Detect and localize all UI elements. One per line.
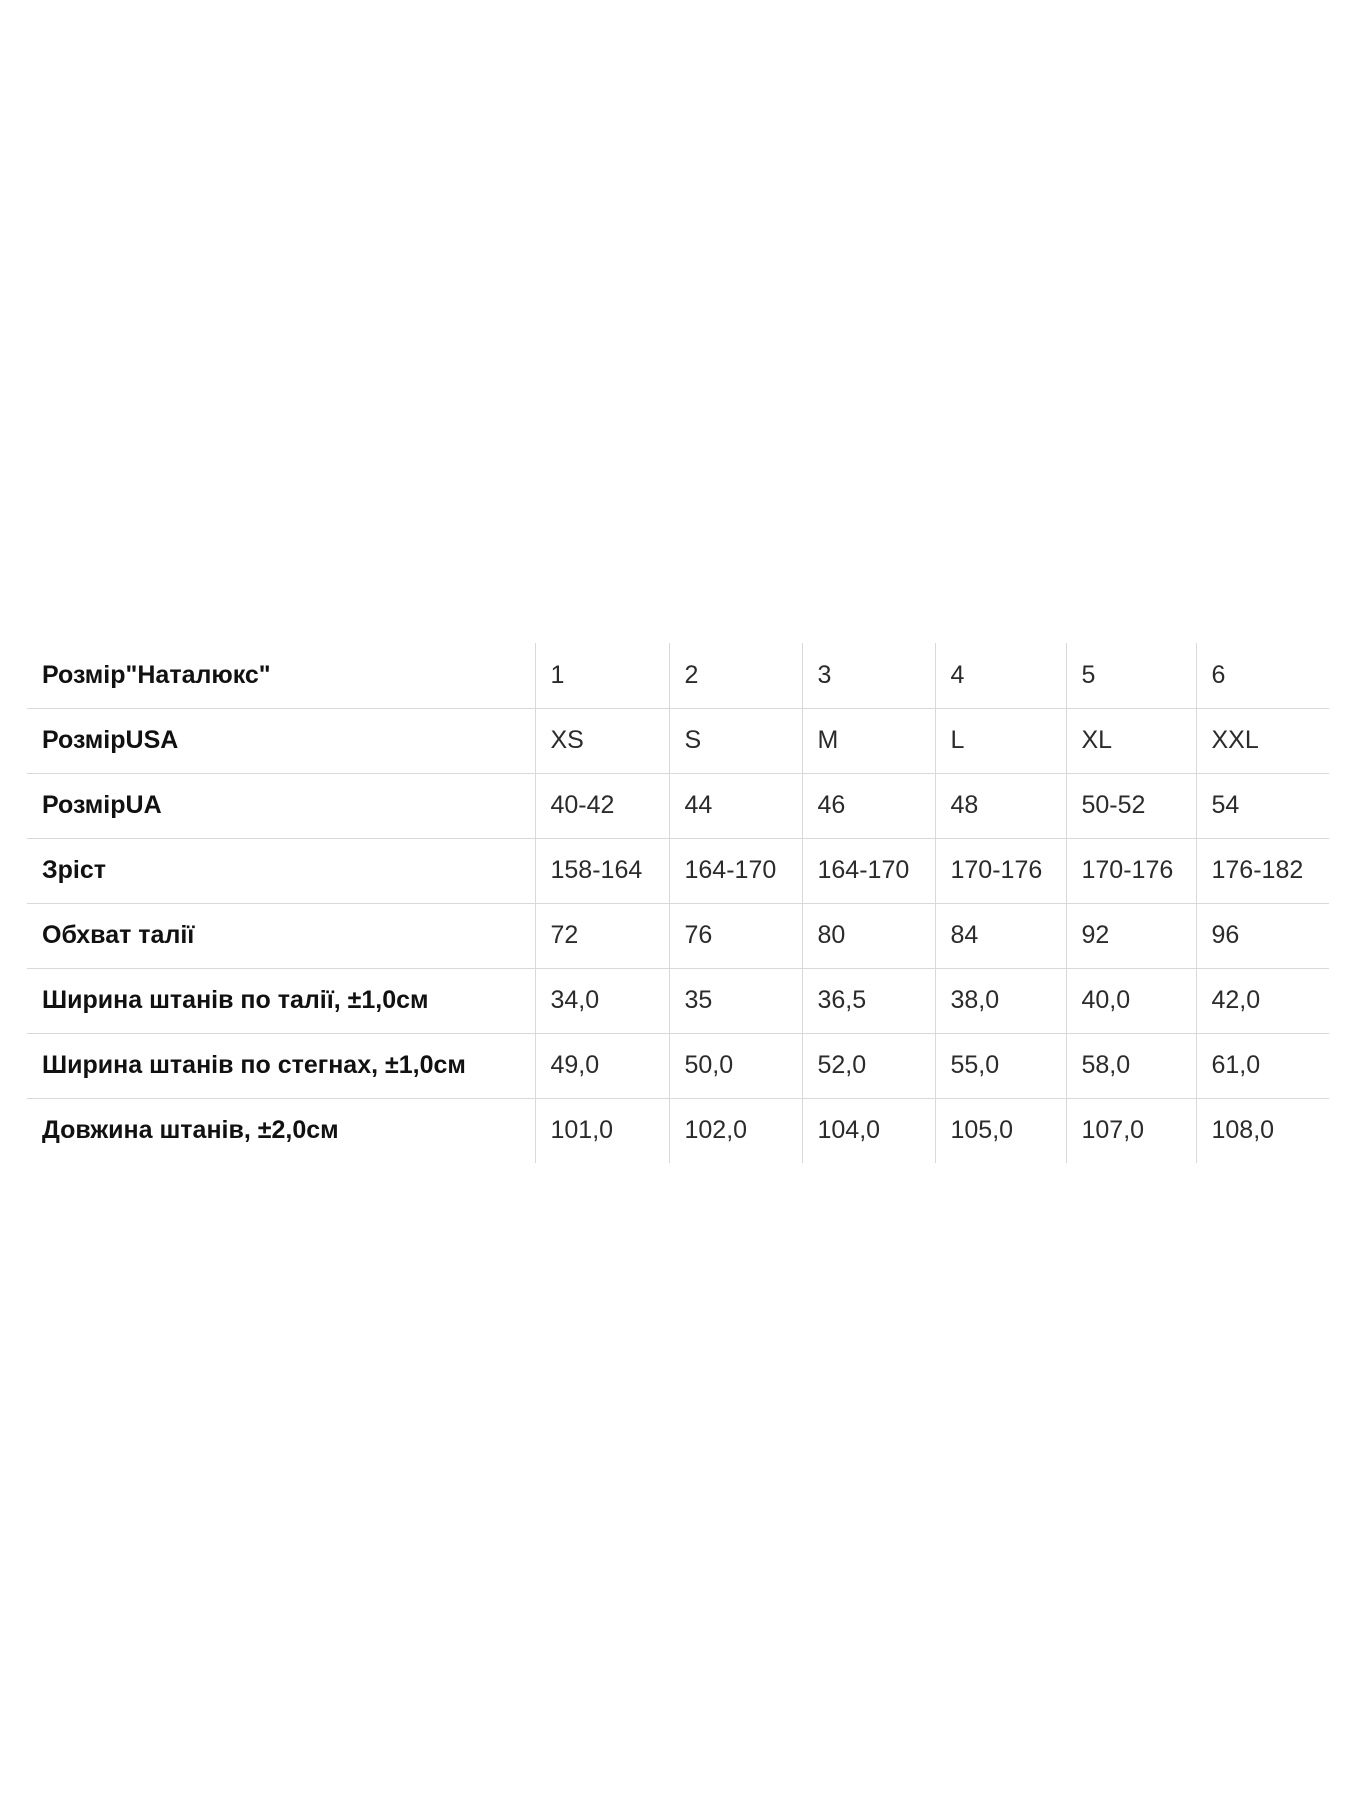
table-cell: 96: [1196, 903, 1329, 968]
row-size-natalux: [27, 643, 1329, 708]
table-cell: XS: [535, 708, 669, 773]
row-label: РозмірUA: [27, 773, 535, 838]
table-cell: 58,0: [1066, 1033, 1196, 1098]
table-cell: 34,0: [535, 968, 669, 1033]
table-cell: S: [669, 708, 802, 773]
table-cell: 92: [1066, 903, 1196, 968]
row-label: РозмірUSA: [27, 708, 535, 773]
table-cell: 44: [669, 773, 802, 838]
table-cell: 48: [935, 773, 1066, 838]
table-cell: 72: [535, 903, 669, 968]
row-label: Довжина штанів, ±2,0см: [42, 1116, 339, 1145]
table-cell: 176-182: [1196, 838, 1329, 903]
row-pants-length: [27, 1098, 1329, 1163]
table-cell: 164-170: [669, 838, 802, 903]
row-pants-waist-width: [27, 968, 1329, 1033]
row-label: Ширина штанів по талії, ±1,0см: [27, 968, 535, 1033]
row-size-usa: [27, 708, 1329, 773]
table-cell: 6: [1196, 643, 1329, 708]
table-cell: 52,0: [802, 1033, 935, 1098]
table-cell: 55,0: [935, 1033, 1066, 1098]
table-cell: 49,0: [535, 1033, 669, 1098]
table-cell: 80: [802, 903, 935, 968]
row-label: Зріст: [27, 838, 535, 903]
table-cell: XXL: [1196, 708, 1329, 773]
table-cell: 35: [669, 968, 802, 1033]
table-cell: 170-176: [935, 838, 1066, 903]
row-label: Розмір"Наталюкс": [27, 643, 535, 708]
table-cell: 107,0: [1066, 1098, 1196, 1163]
table-cell: 76: [669, 903, 802, 968]
row-pants-hip-width: [27, 1033, 1329, 1098]
table-cell: 61,0: [1196, 1033, 1329, 1098]
table-cell: 170-176: [1066, 838, 1196, 903]
table-cell: 5: [1066, 643, 1196, 708]
table-cell: 38,0: [935, 968, 1066, 1033]
row-label: Ширина штанів по стегнах, ±1,0см: [27, 1033, 535, 1098]
table-cell: 164-170: [802, 838, 935, 903]
table-cell: 105,0: [935, 1098, 1066, 1163]
row-label: Обхват талії: [27, 903, 535, 968]
size-chart-table: [27, 643, 1329, 1163]
table-cell: 84: [935, 903, 1066, 968]
table-cell: 158-164: [535, 838, 669, 903]
table-cell: L: [935, 708, 1066, 773]
table-cell: 54: [1196, 773, 1329, 838]
table-cell: 42,0: [1196, 968, 1329, 1033]
table-cell: 1: [535, 643, 669, 708]
table-cell: 104,0: [802, 1098, 935, 1163]
table-cell: 2: [669, 643, 802, 708]
table-cell: 108,0: [1196, 1098, 1329, 1163]
table-cell: 50,0: [669, 1033, 802, 1098]
row-size-ua: [27, 773, 1329, 838]
table-cell: XL: [1066, 708, 1196, 773]
table-cell: 50-52: [1066, 773, 1196, 838]
table-cell: 101,0: [535, 1098, 669, 1163]
table-cell: 36,5: [802, 968, 935, 1033]
table-cell: 46: [802, 773, 935, 838]
row-height: [27, 838, 1329, 903]
table-cell: 3: [802, 643, 935, 708]
table-cell: 40-42: [535, 773, 669, 838]
table-cell: 102,0: [669, 1098, 802, 1163]
table-cell: M: [802, 708, 935, 773]
row-waist-girth: [27, 903, 1329, 968]
table-cell: 40,0: [1066, 968, 1196, 1033]
table-cell: 4: [935, 643, 1066, 708]
